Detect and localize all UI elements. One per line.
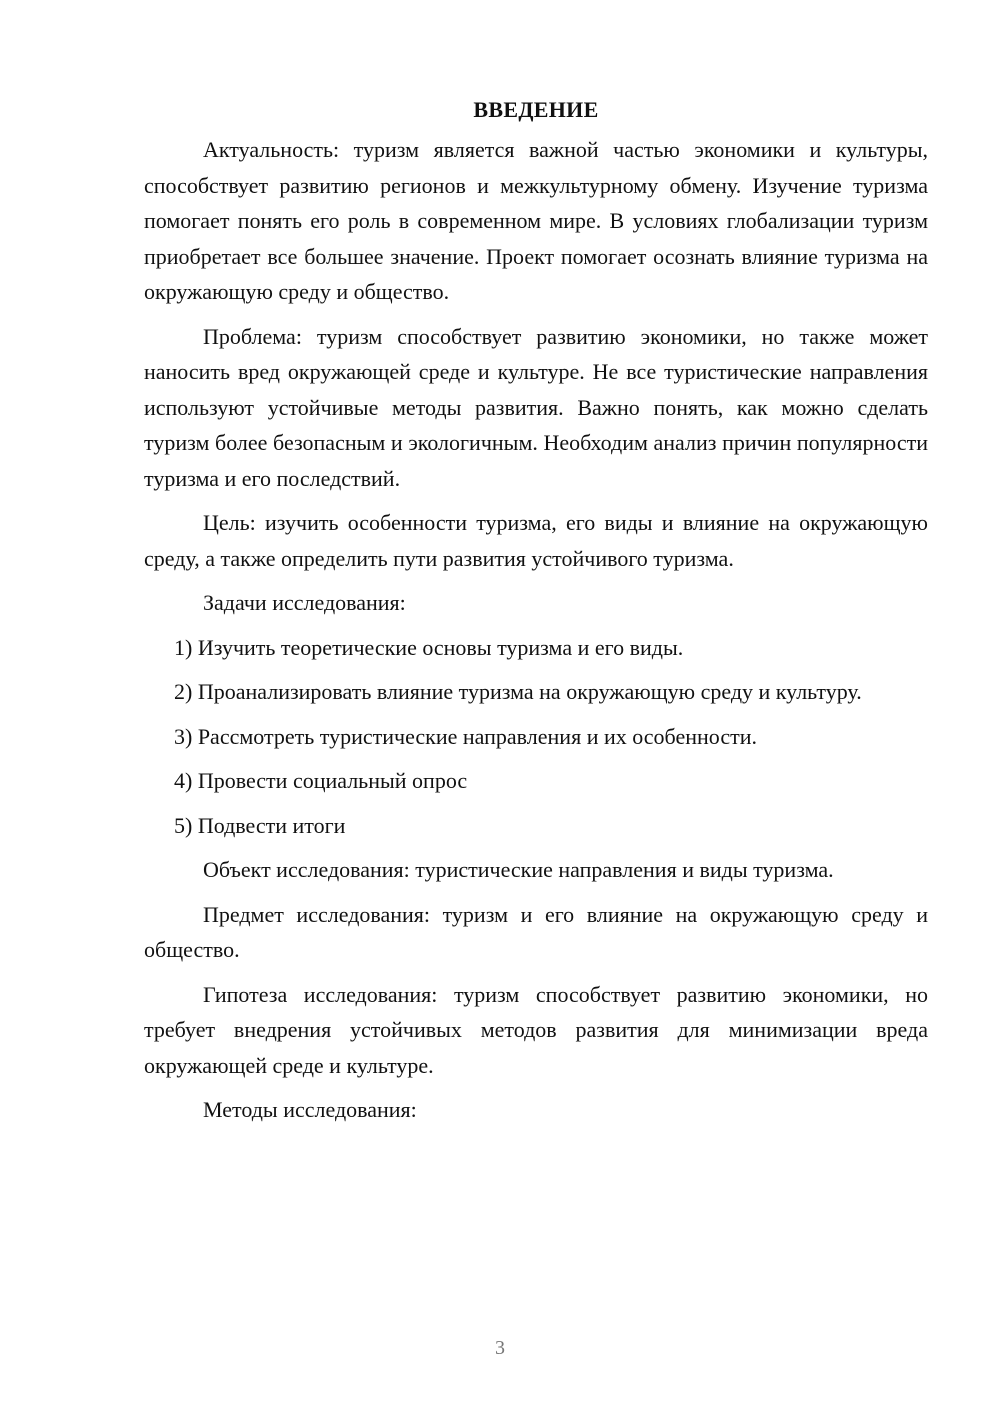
document-page [144,92,928,1137]
relevance-paragraph: Актуальность: туризм является важной частью экономики и культуры, способствует развитию регионов и межкультурному обмену. Изучение туризма помогает понять его роль в современном мире. В условиях глобализации туризм приобретает все большее значение. Проект помогает осознать влияние туризма на окружающую среду и общество. [144,137,928,304]
object-paragraph: Объект исследования: туристические направления и виды туризма. [203,857,834,882]
task-item-5: 5) Подвести итоги [174,812,346,838]
methods-heading: Методы исследования: [203,1097,417,1122]
goal-paragraph: Цель: изучить особенности туризма, его виды и влияние на окружающую среду, а также определить пути развития устойчивого туризма. [144,510,928,571]
task-item-3: 3) Рассмотреть туристические направления и их особенности. [174,723,757,749]
page-number: 3 [495,1337,505,1359]
task-item-1: 1) Изучить теоретические основы туризма и его виды. [174,634,684,660]
hypothesis-paragraph: Гипотеза исследования: туризм способствует развитию экономики, но требует внедрения устойчивых методов развития для минимизации вреда окружающей среде и культуре. [144,981,928,1078]
tasks-heading: Задачи исследования: [203,590,406,615]
problem-paragraph: Проблема: туризм способствует развитию экономики, но также может наносить вред окружающей среде и культуре. Не все туристические направления используют устойчивые методы развития. Важно понять, как можно сделать туризм более безопасным и экологичным. Необходим анализ причин популярности туризма и его последствий. [144,323,928,491]
section-title: ВВЕДЕНИЕ [473,97,599,122]
subject-paragraph: Предмет исследования: туризм и его влияние на окружающую среду и общество. [144,901,928,962]
task-item-2: 2) Проанализировать влияние туризма на окружающую среду и культуру. [174,679,862,704]
task-item-4: 4) Провести социальный опрос [174,768,468,793]
